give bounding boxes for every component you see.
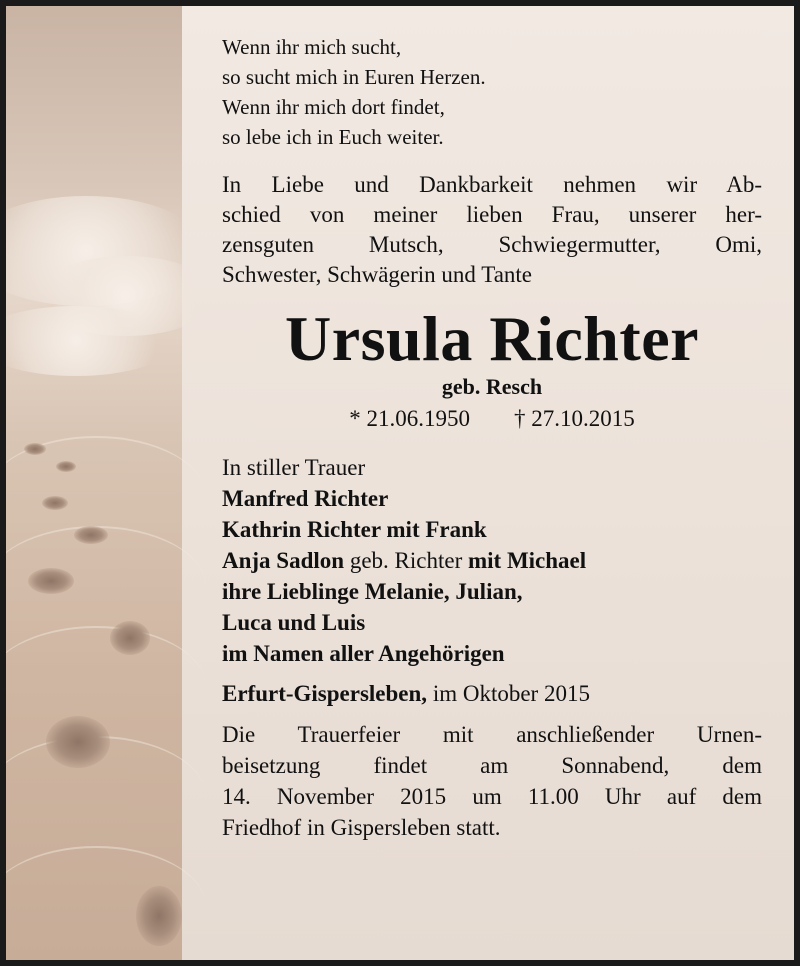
intro-line: In Liebe und Dankbarkeit nehmen wir Ab- xyxy=(222,172,762,197)
mourner-line: Manfred Richter xyxy=(222,486,389,511)
life-dates xyxy=(222,402,762,436)
funeral-notice xyxy=(222,719,762,843)
mourner-line: im Namen aller Angehörigen xyxy=(222,641,505,666)
maiden-name: geb. Resch xyxy=(441,374,543,399)
intro-paragraph xyxy=(222,170,762,290)
place-date xyxy=(222,679,762,709)
mourning-heading: In stiller Trauer xyxy=(222,455,366,480)
obituary-card xyxy=(6,6,794,960)
funeral-line: 14. November 2015 um 11.00 Uhr auf dem xyxy=(222,784,762,809)
birth-date: * 21.06.1950 xyxy=(349,406,470,431)
mourner-line xyxy=(222,545,762,576)
mourner-partner: mit Michael xyxy=(467,548,587,573)
obituary-text xyxy=(222,32,762,843)
mourner-line: Kathrin Richter mit Frank xyxy=(222,517,487,542)
poem xyxy=(222,32,762,152)
mourners-list xyxy=(222,452,762,669)
funeral-line: Die Trauerfeier mit anschließender Urnen- xyxy=(222,722,762,747)
deceased-name: Ursula Richter xyxy=(284,303,700,374)
poem-line: so lebe ich in Euch weiter. xyxy=(222,125,444,149)
mourner-line: ihre Lieblinge Melanie, Julian, xyxy=(222,579,523,604)
poem-line: Wenn ihr mich dort findet, xyxy=(222,95,445,119)
death-date: † 27.10.2015 xyxy=(514,406,635,431)
poem-line: Wenn ihr mich sucht, xyxy=(222,35,402,59)
funeral-line: Friedhof in Gispersleben statt. xyxy=(222,815,501,840)
place-town: Erfurt-Gispersleben, xyxy=(222,681,428,706)
intro-line: zensguten Mutsch, Schwiegermutter, Omi, xyxy=(222,232,762,257)
footprints-in-sand-photo xyxy=(6,6,182,960)
intro-line: schied von meiner lieben Frau, unserer her- xyxy=(222,202,762,227)
funeral-line: beisetzung findet am Sonnabend, dem xyxy=(222,753,762,778)
place-month: im Oktober 2015 xyxy=(427,681,590,706)
mourner-line: Luca und Luis xyxy=(222,610,366,635)
mourner-maiden: geb. Richter xyxy=(344,548,468,573)
poem-line: so sucht mich in Euren Herzen. xyxy=(222,65,486,89)
intro-line: Schwester, Schwägerin und Tante xyxy=(222,262,533,287)
mourner-name: Anja Sadlon xyxy=(222,548,345,573)
